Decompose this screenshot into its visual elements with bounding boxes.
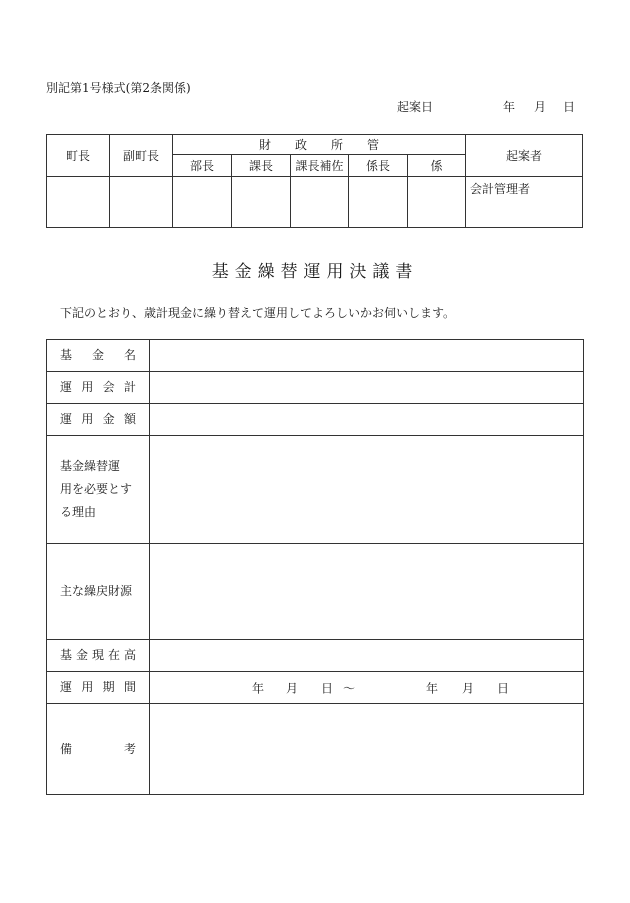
seal-box-assistant-chief[interactable] [291, 177, 349, 228]
value-repayment-source[interactable] [150, 544, 584, 640]
seal-box-section-chief[interactable] [232, 177, 291, 228]
draft-date-year: 年 [503, 100, 516, 114]
value-reason[interactable] [150, 436, 584, 544]
row-remarks [47, 704, 584, 795]
seal-box-mayor[interactable] [47, 177, 110, 228]
label-repayment-source: 主な繰戻財源 [47, 544, 150, 640]
seal-box-deputy-mayor[interactable] [110, 177, 173, 228]
period-end-month: 月 [462, 681, 475, 695]
value-account[interactable] [150, 372, 584, 404]
label-amount: 運 用 金 額 [47, 404, 150, 436]
label-reason: 基金繰替運 用を必要とす る理由 [47, 436, 150, 544]
form-reference: 別記第1号様式(第2条関係) [46, 81, 191, 95]
period-start-month: 月 [286, 681, 299, 695]
accountant-label: 会計管理者 [470, 182, 531, 196]
approval-header-section-chief: 課長 [232, 155, 291, 177]
approval-header-finance: 財 政 所 管 [173, 135, 466, 155]
label-fund-balance: 基 金 現 在 高 [47, 640, 150, 672]
label-remarks: 備 考 [47, 704, 150, 795]
label-account: 運 用 会 計 [47, 372, 150, 404]
period-start-day: 日 [321, 681, 334, 695]
approval-header-deputy-mayor: 副町長 [110, 135, 173, 177]
row-repayment-source [47, 544, 584, 640]
value-period[interactable] [150, 672, 584, 704]
row-account [47, 372, 584, 404]
label-fund-name: 基 金 名 [47, 340, 150, 372]
period-end-day: 日 [497, 681, 510, 695]
value-remarks[interactable] [150, 704, 584, 795]
draft-date-month: 月 [534, 100, 547, 114]
seal-box-accountant[interactable] [466, 177, 583, 228]
value-amount[interactable] [150, 404, 584, 436]
draft-date-label: 起案日 [397, 100, 434, 114]
row-fund-name [47, 340, 584, 372]
value-fund-name[interactable] [150, 340, 584, 372]
lead-text: 下記のとおり、歳計現金に繰り替えて運用してよろしいかお伺いします。 [60, 306, 456, 320]
approval-header-mayor: 町長 [47, 135, 110, 177]
approval-header-director: 部長 [173, 155, 232, 177]
row-amount [47, 404, 584, 436]
approval-header-subsection-chief: 係長 [349, 155, 408, 177]
approval-header-staff: 係 [408, 155, 466, 177]
period-end-year: 年 [426, 681, 439, 695]
value-fund-balance[interactable] [150, 640, 584, 672]
seal-box-staff[interactable] [408, 177, 466, 228]
document-title: 基金繰替運用決議書 [211, 262, 419, 282]
approval-header-drafter: 起案者 [466, 135, 583, 177]
seal-box-director[interactable] [173, 177, 232, 228]
row-reason [47, 436, 584, 544]
row-fund-balance [47, 640, 584, 672]
approval-table [46, 134, 583, 228]
label-period: 運 用 期 間 [47, 672, 150, 704]
row-period [47, 672, 584, 704]
resolution-form-table [46, 339, 584, 795]
seal-box-subsection-chief[interactable] [349, 177, 408, 228]
draft-date-day: 日 [563, 100, 576, 114]
period-start-year: 年 [252, 681, 265, 695]
approval-header-assistant-chief: 課長補佐 [291, 155, 349, 177]
period-tilde: ～ [343, 681, 356, 695]
